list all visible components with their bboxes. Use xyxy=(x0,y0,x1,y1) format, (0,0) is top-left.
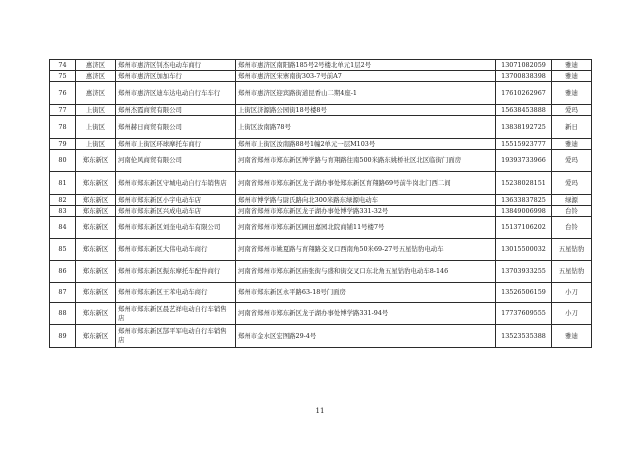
table-row xyxy=(50,60,592,71)
district-cell: 郑东新区 xyxy=(76,261,116,283)
address-cell: 郑州市惠济区南阳路185号2号楼北单元1层2号 xyxy=(236,60,496,71)
address-cell: 河南省郑州市郑东新区博学路与育翔路往南500米路东姚桥社区北区临街门面房 xyxy=(236,150,496,172)
brand-cell: 雅迪 xyxy=(552,325,592,348)
table-row xyxy=(50,261,592,283)
table-row xyxy=(50,82,592,105)
brand-cell: 爱玛 xyxy=(552,105,592,116)
dealer-name-cell: 郑州市郑东新区小宇电动车店 xyxy=(116,195,236,206)
dealer-name-cell: 郑州市上街区环球摩托车商行 xyxy=(116,139,236,150)
address-cell: 郑州市惠济区迎宾路街道昆香山二期4座-1 xyxy=(236,82,496,105)
phone-cell: 15238028151 xyxy=(496,172,552,195)
dealer-table xyxy=(49,59,592,348)
address-cell: 河南省郑州市郑东新区圃田嘉园北院商铺11号楼7号 xyxy=(236,217,496,239)
brand-cell: 小刀 xyxy=(552,303,592,325)
dealer-name-cell: 郑州市郑东新区晨艺祥电动自行车销售店 xyxy=(116,303,236,325)
row-number: 78 xyxy=(50,116,76,139)
phone-cell: 13071082059 xyxy=(496,60,552,71)
page-number: 11 xyxy=(315,407,325,415)
dealer-name-cell: 河南伦风商贸有限公司 xyxy=(116,150,236,172)
brand-cell: 小刀 xyxy=(552,283,592,303)
brand-cell: 雅迪 xyxy=(552,60,592,71)
row-number: 86 xyxy=(50,261,76,283)
row-number: 85 xyxy=(50,239,76,261)
phone-cell: 17610262967 xyxy=(496,82,552,105)
row-number: 75 xyxy=(50,71,76,82)
phone-cell: 13633837825 xyxy=(496,195,552,206)
table-row xyxy=(50,325,592,348)
district-cell: 上街区 xyxy=(76,116,116,139)
row-number: 76 xyxy=(50,82,76,105)
dealer-name-cell: 郑州市惠济区加加车行 xyxy=(116,71,236,82)
table-body xyxy=(50,60,592,348)
dealer-name-cell: 郑州市郑东新区大伟电动车商行 xyxy=(116,239,236,261)
dealer-name-cell: 郑州市惠济区钊杰电动车商行 xyxy=(116,60,236,71)
address-cell: 上街区汝南路78号 xyxy=(236,116,496,139)
table-row xyxy=(50,283,592,303)
table-row xyxy=(50,71,592,82)
phone-cell: 15638453888 xyxy=(496,105,552,116)
table-row xyxy=(50,116,592,139)
brand-cell: 台铃 xyxy=(552,217,592,239)
row-number: 82 xyxy=(50,195,76,206)
row-number: 80 xyxy=(50,150,76,172)
district-cell: 郑东新区 xyxy=(76,283,116,303)
table-row xyxy=(50,239,592,261)
brand-cell: 五星钻豹 xyxy=(552,261,592,283)
table-row xyxy=(50,206,592,217)
table-row xyxy=(50,139,592,150)
district-cell: 上街区 xyxy=(76,105,116,116)
phone-cell: 13838192725 xyxy=(496,116,552,139)
phone-cell: 17737609555 xyxy=(496,303,552,325)
address-cell: 上街区济源路公园街18号楼8号 xyxy=(236,105,496,116)
brand-cell: 雅迪 xyxy=(552,71,592,82)
dealer-name-cell: 郑州市惠济区迪车达电动自行车车行 xyxy=(116,82,236,105)
address-cell: 河南省郑州市郑东新区龙子湖办事处博学路331-94号 xyxy=(236,303,496,325)
table-row xyxy=(50,150,592,172)
dealer-name-cell: 郑州市郑东新区王苯电动车商行 xyxy=(116,283,236,303)
address-cell: 河南省郑州市郑东新区庙张街与盛和街交叉口东北角五星钻豹电动车8-146 xyxy=(236,261,496,283)
phone-cell: 13526506159 xyxy=(496,283,552,303)
table-row xyxy=(50,172,592,195)
phone-cell: 19393733966 xyxy=(496,150,552,172)
brand-cell: 爱玛 xyxy=(552,150,592,172)
brand-cell: 绿源 xyxy=(552,195,592,206)
row-number: 88 xyxy=(50,303,76,325)
row-number: 89 xyxy=(50,325,76,348)
address-cell: 郑州市博学路与尉氏路向北300米路东绿源电动车 xyxy=(236,195,496,206)
address-cell: 河南省郑州市郑东新区龙子湖办事处郑东新区育翔路69号前牛岗北门西二间 xyxy=(236,172,496,195)
phone-cell: 13523535388 xyxy=(496,325,552,348)
district-cell: 郑东新区 xyxy=(76,239,116,261)
district-cell: 惠济区 xyxy=(76,71,116,82)
district-cell: 郑东新区 xyxy=(76,195,116,206)
table-row xyxy=(50,303,592,325)
dealer-name-cell: 郑州赫日商贸有限公司 xyxy=(116,116,236,139)
dealer-name-cell: 郑州市郑东新区守城电动自行车销售店 xyxy=(116,172,236,195)
phone-cell: 13849006998 xyxy=(496,206,552,217)
district-cell: 郑东新区 xyxy=(76,217,116,239)
row-number: 83 xyxy=(50,206,76,217)
district-cell: 郑东新区 xyxy=(76,150,116,172)
row-number: 81 xyxy=(50,172,76,195)
address-cell: 河南省郑州市姚夏路与育翔路交叉口西南角50米69-27号五星钻豹电动车 xyxy=(236,239,496,261)
table-row xyxy=(50,195,592,206)
district-cell: 惠济区 xyxy=(76,60,116,71)
phone-cell: 15515923777 xyxy=(496,139,552,150)
dealer-name-cell: 郑州市郑东新区郜平军电动自行车销售店 xyxy=(116,325,236,348)
brand-cell: 台铃 xyxy=(552,206,592,217)
brand-cell: 雅迪 xyxy=(552,82,592,105)
row-number: 77 xyxy=(50,105,76,116)
address-cell: 郑州市上街区汝南路88号1幢2单元一层M103号 xyxy=(236,139,496,150)
brand-cell: 爱玛 xyxy=(552,172,592,195)
district-cell: 惠济区 xyxy=(76,82,116,105)
address-cell: 郑州市惠济区宋寨南街303-7号前A7 xyxy=(236,71,496,82)
brand-cell: 五星钻豹 xyxy=(552,239,592,261)
district-cell: 郑东新区 xyxy=(76,303,116,325)
dealer-name-cell: 郑州市郑东新区振东摩托车配件商行 xyxy=(116,261,236,283)
address-cell: 郑州市郑东新区永平路63-18号门面房 xyxy=(236,283,496,303)
row-number: 74 xyxy=(50,60,76,71)
district-cell: 郑东新区 xyxy=(76,206,116,217)
phone-cell: 13015500032 xyxy=(496,239,552,261)
brand-cell: 雅迪 xyxy=(552,139,592,150)
row-number: 79 xyxy=(50,139,76,150)
district-cell: 郑东新区 xyxy=(76,325,116,348)
address-cell: 河南省郑州市郑东新区龙子湖办事处博学路331-32号 xyxy=(236,206,496,217)
row-number: 84 xyxy=(50,217,76,239)
table-row xyxy=(50,105,592,116)
dealer-name-cell: 郑州市郑东新区兴成电动车店 xyxy=(116,206,236,217)
row-number: 87 xyxy=(50,283,76,303)
brand-cell: 新日 xyxy=(552,116,592,139)
phone-cell: 15137106202 xyxy=(496,217,552,239)
district-cell: 郑东新区 xyxy=(76,172,116,195)
dealer-name-cell: 郑州市郑东新区刘奎电动车有限公司 xyxy=(116,217,236,239)
phone-cell: 13700838398 xyxy=(496,71,552,82)
phone-cell: 13703933255 xyxy=(496,261,552,283)
dealer-name-cell: 郑州杰霞商贸有限公司 xyxy=(116,105,236,116)
district-cell: 上街区 xyxy=(76,139,116,150)
table-row xyxy=(50,217,592,239)
address-cell: 郑州市金水区宏图路29-4号 xyxy=(236,325,496,348)
